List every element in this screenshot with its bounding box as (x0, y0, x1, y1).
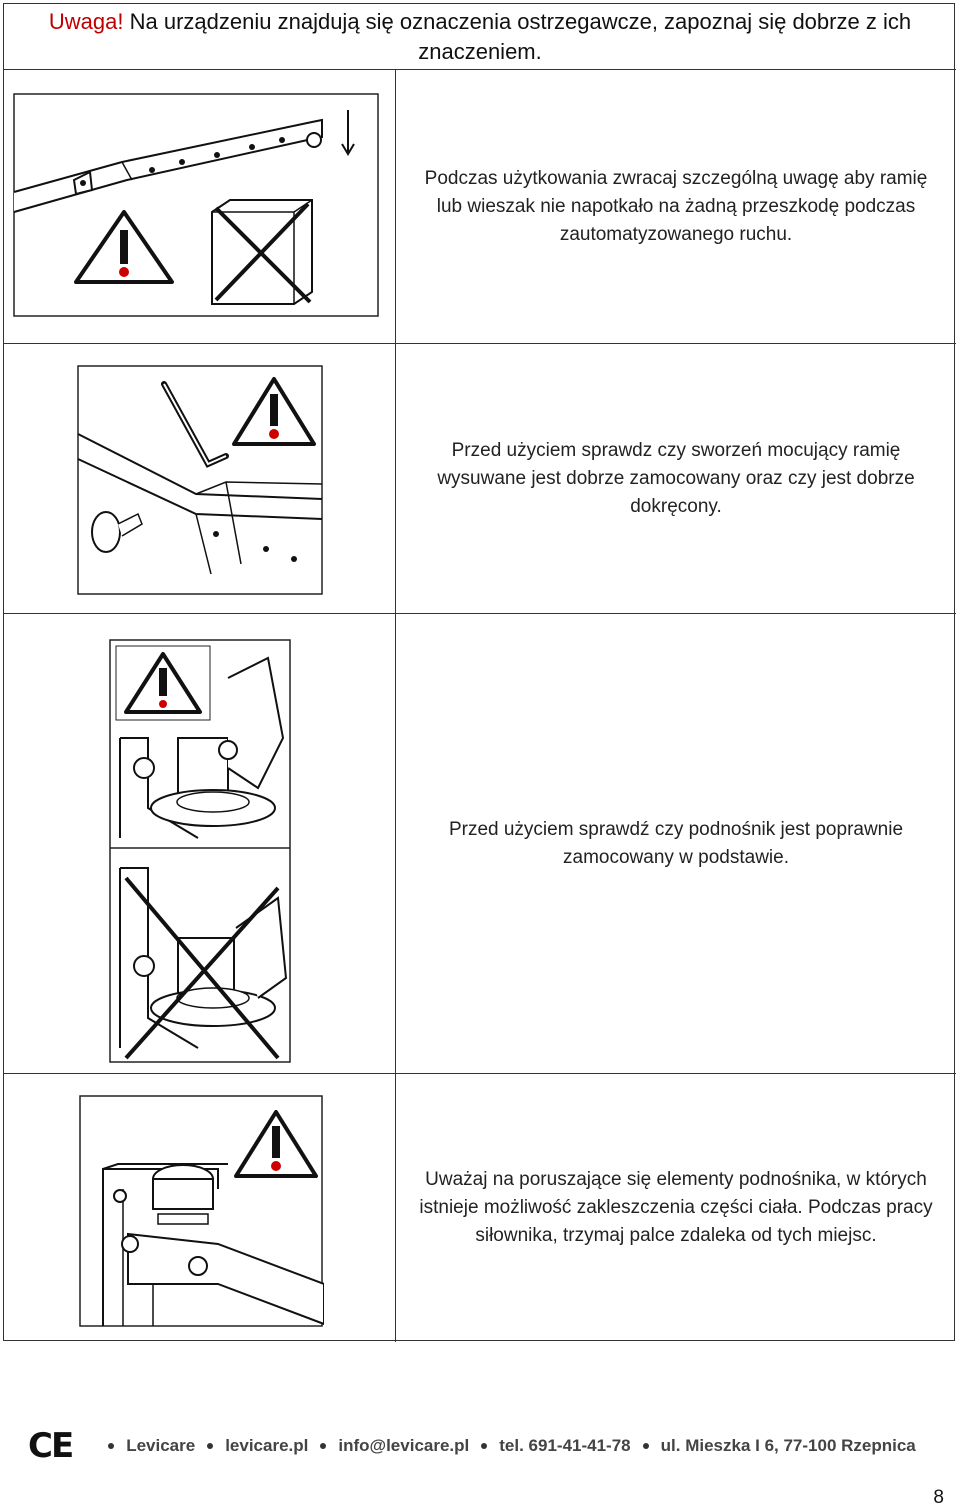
boom-obstacle-illustration (12, 92, 382, 320)
text-cell (396, 1074, 956, 1342)
separator-dot (481, 1443, 487, 1449)
separator-dot (207, 1443, 213, 1449)
ce-mark: CE (28, 1426, 73, 1466)
warning-text: Przed użyciem sprawdz czy sworzeń mocujący ramię wysuwane jest dobrze zamocowany oraz czy jest dobrze dokręcony. (437, 439, 915, 517)
footer-website[interactable]: levicare.pl (225, 1436, 309, 1455)
page-header (4, 4, 956, 70)
warning-text: Podczas użytkowania zwracaj szczególną uwagę aby ramię lub wieszak nie napotkało na żadną przeszkodę podczas zautomatyzowanego ruchu. (424, 167, 928, 245)
footer-email[interactable]: info@levicare.pl (338, 1436, 470, 1455)
warning-row-mount (4, 614, 956, 1074)
separator-dot (108, 1443, 114, 1449)
warning-row-obstacle (4, 70, 956, 344)
warning-row-pinch (4, 1074, 956, 1342)
warning-row-pin (4, 344, 956, 614)
image-cell (4, 614, 396, 1073)
footer-address: ul. Mieszka I 6, 77-100 Rzepnica (660, 1436, 916, 1455)
mount-check-illustration (108, 638, 292, 1064)
text-cell (396, 70, 956, 343)
separator-dot (643, 1443, 649, 1449)
image-cell (4, 1074, 396, 1342)
footer-company: Levicare (126, 1436, 196, 1455)
text-cell (396, 344, 956, 613)
warning-text: Przed użyciem sprawdź czy podnośnik jest poprawnie zamocowany w podstawie. (448, 818, 904, 868)
image-cell (4, 70, 396, 343)
separator-dot (320, 1443, 326, 1449)
page-number: 8 (933, 1487, 944, 1508)
warning-text: Uważaj na poruszające się elementy podnośnika, w których istnieje możliwość zakleszczenia części ciała. Podczas pracy siłownika, trzymaj palce zdaleka od tych miejsc. (419, 1169, 933, 1246)
header-text: Na urządzeniu znajdują się oznaczenia ostrzegawcze, zapoznaj się dobrze z ich znaczeniem. (129, 9, 912, 64)
page-footer (28, 1428, 938, 1464)
pin-check-illustration (76, 364, 326, 596)
text-cell (396, 614, 956, 1073)
warning-table (3, 3, 955, 1341)
warning-word: Uwaga! (48, 9, 124, 34)
pinch-hazard-illustration (78, 1094, 324, 1328)
image-cell (4, 344, 396, 613)
footer-phone: tel. 691-41-41-78 (499, 1436, 631, 1455)
